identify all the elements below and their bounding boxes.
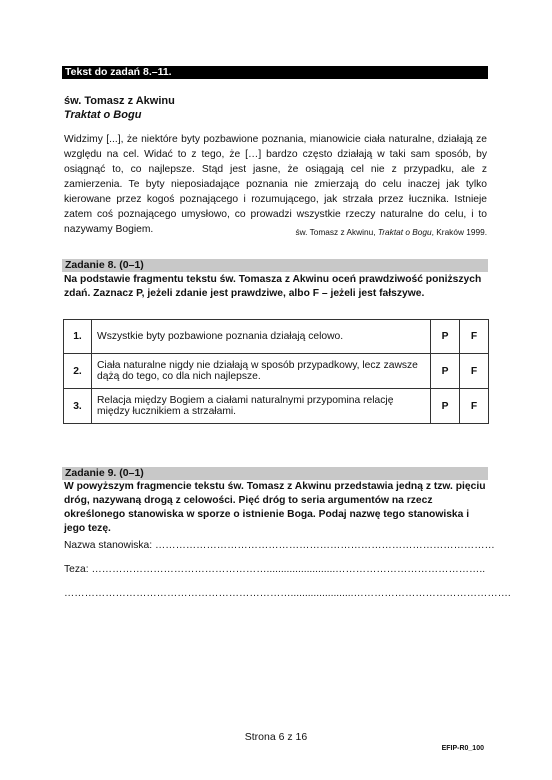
row-number: 3. bbox=[64, 389, 92, 424]
statement-text: Relacja między Bogiem a ciałami naturalnymi przypomina relację między łucznikiem a strzałami. bbox=[92, 389, 431, 424]
row-number: 2. bbox=[64, 354, 92, 389]
task9-instruction: W powyższym fragmencie tekstu św. Tomasz z Akwinu przedstawia jedną z tzw. pięciu dróg, nazywaną drogą z celowości. Pięć dróg to seria argumentów na rzecz określonego stanowiska w sporze o istnienie Boga. Podaj nazwę tego stanowiska i jego tezę. bbox=[64, 481, 486, 534]
citation-author: św. Tomasz z Akwinu, bbox=[295, 227, 378, 237]
page-number: Strona 6 z 16 bbox=[244, 731, 308, 743]
task8-header: Zadanie 8. (0–1) bbox=[62, 259, 488, 272]
true-option[interactable]: P bbox=[431, 320, 460, 354]
task9-header: Zadanie 9. (0–1) bbox=[62, 467, 488, 480]
false-option[interactable]: F bbox=[460, 354, 489, 389]
position-name-field[interactable]: Nazwa stanowiska: ……………………………………………………………………………………… bbox=[64, 540, 495, 551]
true-option[interactable]: P bbox=[431, 354, 460, 389]
table-row bbox=[64, 320, 489, 354]
false-option[interactable]: F bbox=[460, 320, 489, 354]
source-work-title: Traktat o Bogu bbox=[64, 109, 142, 121]
true-option[interactable]: P bbox=[431, 389, 460, 424]
statement-text: Ciała naturalne nigdy nie działają w sposób przypadkowy, lecz zawsze dążą do tego, co dla nich najlepsze. bbox=[92, 354, 431, 389]
statement-text: Wszystkie byty pozbawione poznania działają celowo. bbox=[92, 320, 431, 354]
row-number: 1. bbox=[64, 320, 92, 354]
source-author: św. Tomasz z Akwinu bbox=[64, 95, 175, 107]
passage-text: Widzimy [...], że niektóre byty pozbawione poznania, mianowicie ciała naturalne, działają ze względu na cel. Widać to z tego, że […] bardzo często działają w taki sam sposób, by osiągnąć to, co najlepsze. Stąd jest jasne, że osiągają cel nie z przypadku, ale z zamierzenia. Te byty nieposiadające poznania nie zmierzają do celu inaczej jak tylko kierowane przez kogoś poznającego i rozumującego, jak strzała przez łucznika. Istnieje zatem coś poznającego umysłowo, co prowadzi wszystkie rzeczy naturalne do celu, i to nazywamy Bogiem. bbox=[64, 134, 487, 235]
thesis-field[interactable]: Teza: ……………………………………………........................…………………………………….. bbox=[64, 564, 486, 575]
citation-rest: , Kraków 1999. bbox=[431, 227, 487, 237]
citation bbox=[295, 227, 487, 237]
table-row bbox=[64, 354, 489, 389]
false-option[interactable]: F bbox=[460, 389, 489, 424]
exam-code: EFIP-R0_100 bbox=[441, 745, 484, 752]
thesis-continuation-field[interactable]: …………………………………………………………......................………………………………………. bbox=[64, 588, 511, 599]
task8-instruction: Na podstawie fragmentu tekstu św. Tomasza z Akwinu oceń prawdziwość poniższych zdań. Zaznacz P, jeżeli zdanie jest prawdziwe, albo F – jeżeli jest fałszywe. bbox=[64, 274, 482, 299]
table-row bbox=[64, 389, 489, 424]
true-false-table bbox=[63, 319, 489, 424]
citation-title: Traktat o Bogu bbox=[377, 227, 432, 237]
section-header: Tekst do zadań 8.–11. bbox=[62, 66, 488, 79]
